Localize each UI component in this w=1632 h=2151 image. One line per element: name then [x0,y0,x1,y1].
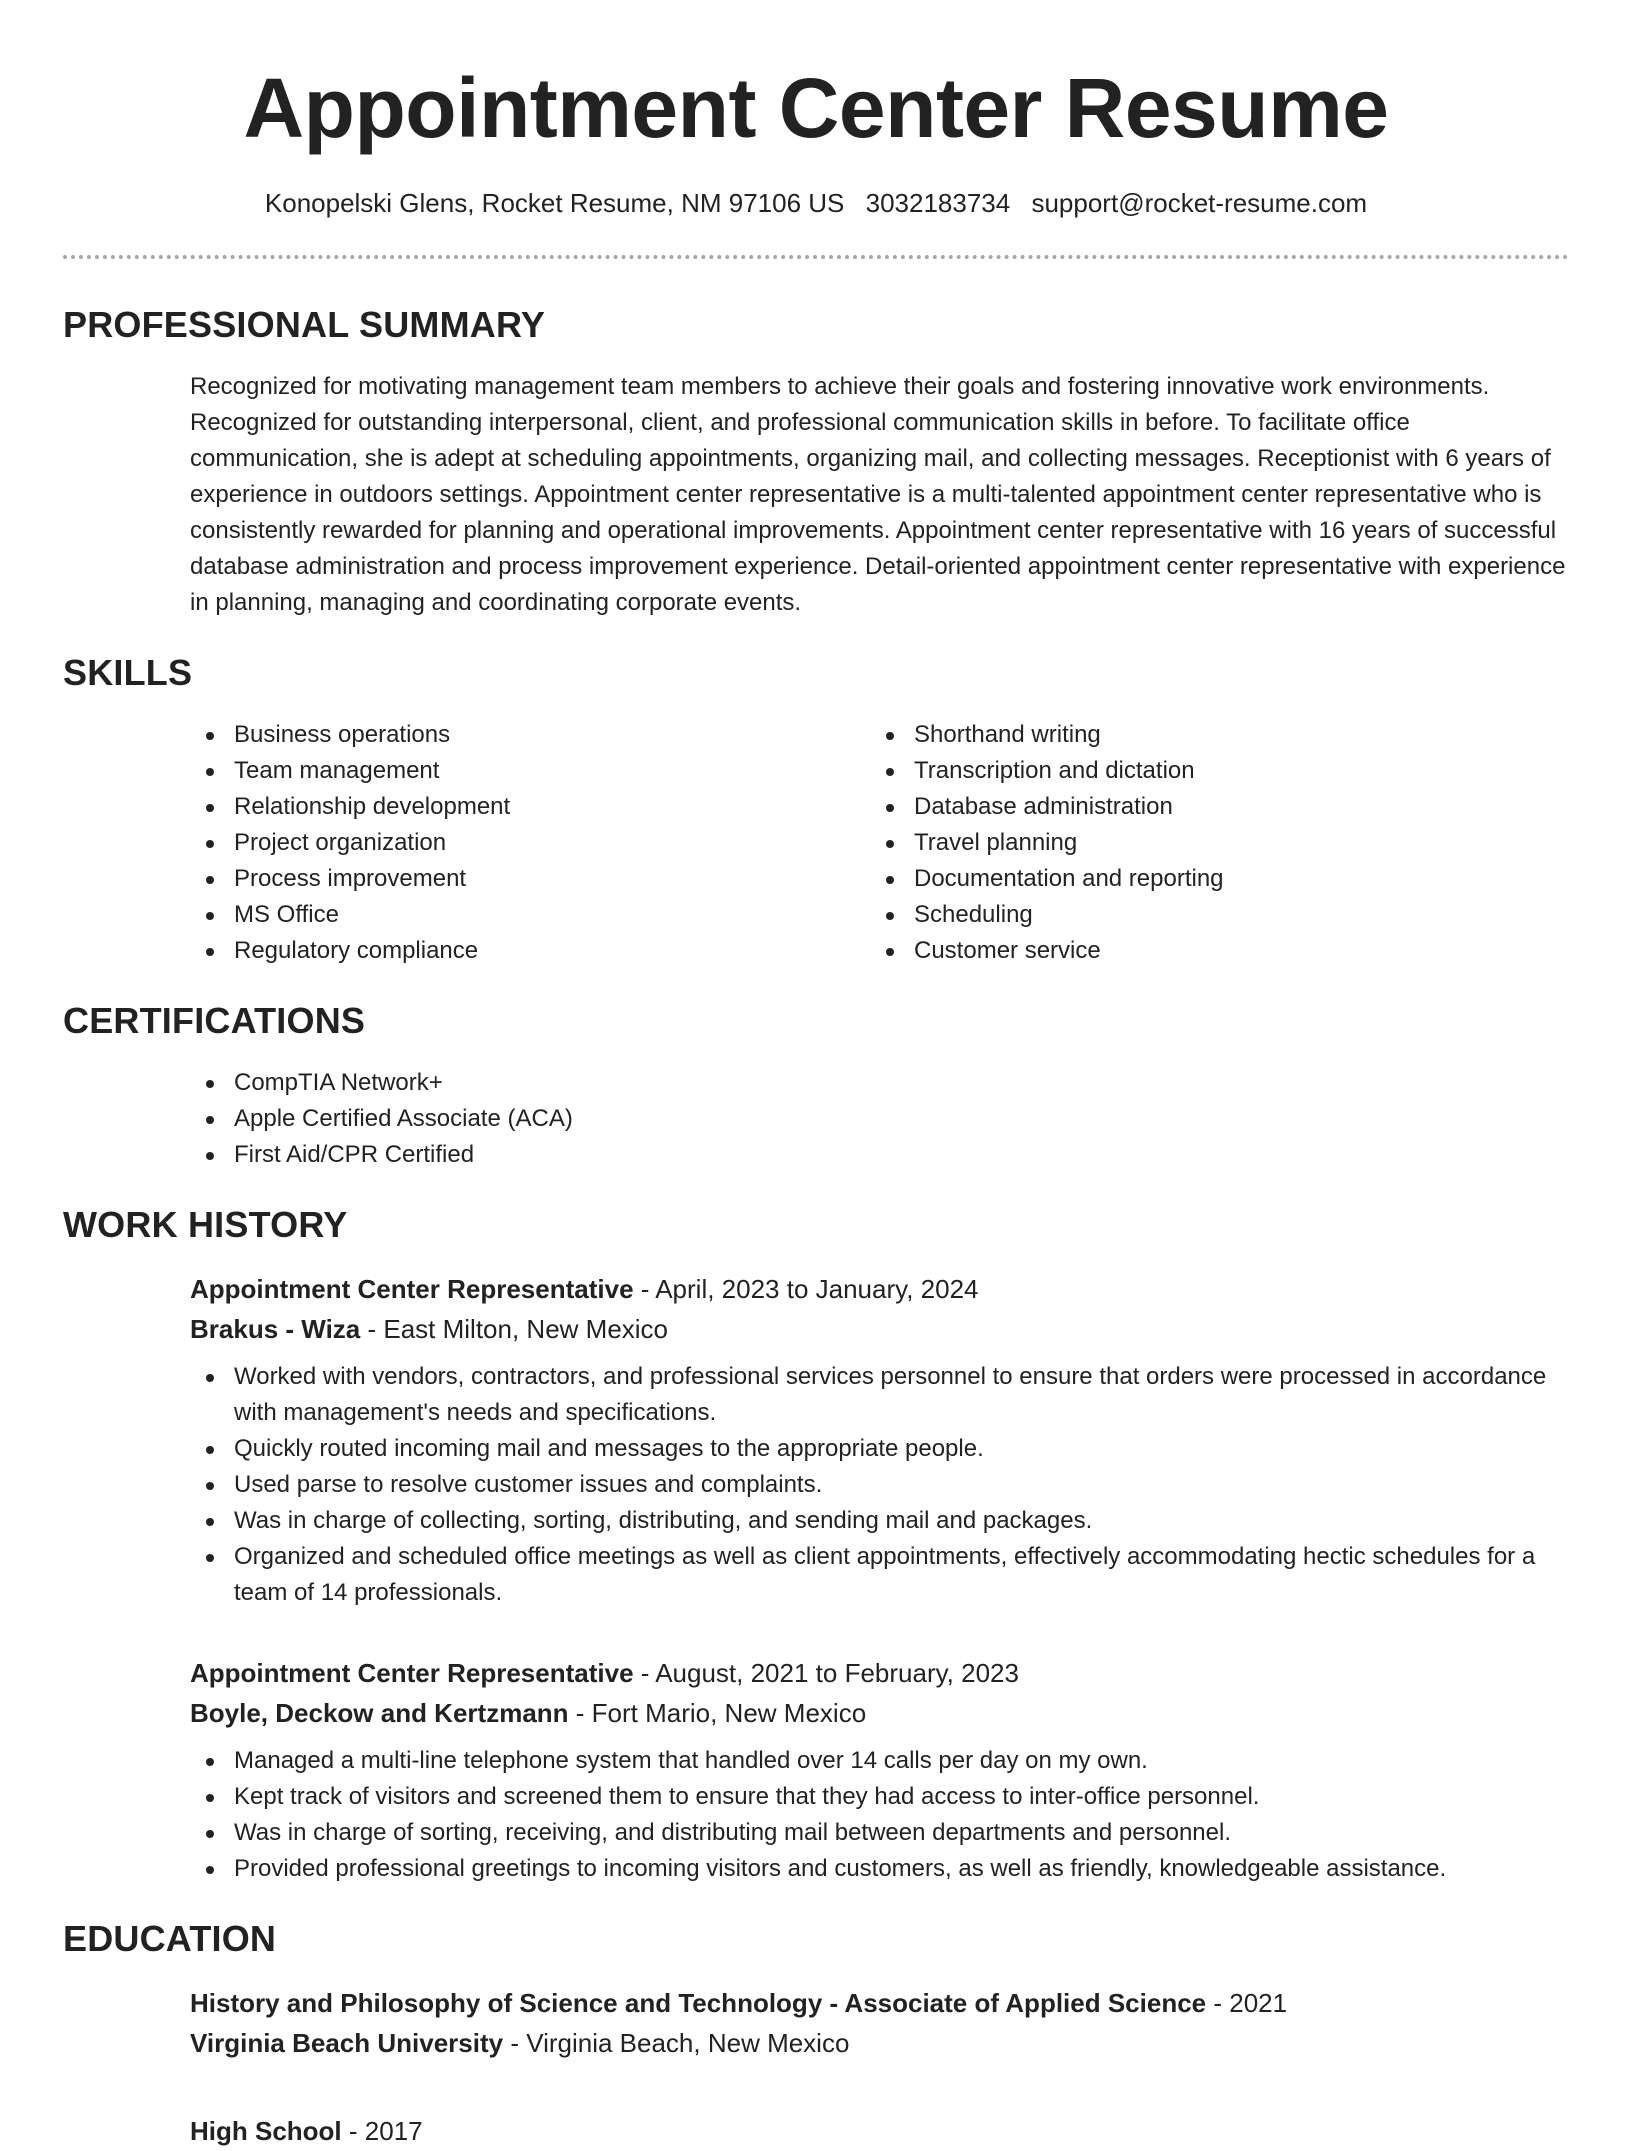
education-year: - 2021 [1206,1988,1288,2018]
certification-item: Apple Certified Associate (ACA) [190,1101,1569,1137]
skills-right-list [870,717,1550,969]
summary-text: Recognized for motivating management team members to achieve their goals and fostering innovative work environments. Recognized for outstanding interpersonal, client, and professional communication skills in before. To facilitate office communication, she is adept at scheduling appointments, organizing mail, and collecting messages. Receptionist with 6 years of experience in outdoors settings. Appointment center representative is a multi-talented appointment center representative who is consistently rewarded for planning and operational improvements. Appointment center representative with 16 years of successful database administration and process improvement experience. Detail-oriented appointment center representative with experience in planning, managing and coordinating corporate events. [190,373,1566,616]
education-section [63,1917,1569,2151]
job-duty-item: Worked with vendors, contractors, and professional services personnel to ensure that orders were processed in accordance with management's needs and specifications. [190,1359,1569,1431]
skill-item: Customer service [870,933,1550,969]
job-duties-list [190,1359,1569,1611]
certifications-heading: CERTIFICATIONS [63,1000,366,1041]
job-company: Boyle, Deckow and Kertzmann [190,1698,569,1728]
education-school-line [190,2023,1569,2063]
education-degree: High School [190,2116,342,2146]
education-entry [190,2111,1569,2151]
skill-item: Relationship development [190,789,870,825]
skill-item: Scheduling [870,897,1550,933]
certification-item: CompTIA Network+ [190,1065,1569,1101]
contact-email: support@rocket-resume.com [1031,188,1368,218]
contact-address: Konopelski Glens, Rocket Resume, NM 97106 US [264,188,845,218]
header-divider [63,255,1569,259]
skill-item: Travel planning [870,825,1550,861]
skill-item: Shorthand writing [870,717,1550,753]
education-school: Virginia Beach University [190,2028,504,2058]
education-heading: EDUCATION [63,1918,277,1959]
job-location: - East Milton, New Mexico [360,1314,669,1344]
education-degree: History and Philosophy of Science and Technology - Associate of Applied Science [190,1988,1207,2018]
job-title: Appointment Center Representative [190,1274,634,1304]
skill-item: Business operations [190,717,870,753]
skills-left-list [190,717,870,969]
job-duty-item: Was in charge of sorting, receiving, and distributing mail between departments and personnel. [190,1815,1569,1851]
skill-item: Process improvement [190,861,870,897]
skills-heading: SKILLS [63,652,193,693]
job-company-line [190,1693,1569,1733]
contact-line [0,186,1632,220]
work-history-body [190,1269,1569,1887]
skill-item: Project organization [190,825,870,861]
certifications-list [190,1065,1569,1173]
job-entry [190,1269,1569,1611]
summary-section [63,303,1569,621]
job-duty-item: Organized and scheduled office meetings as well as client appointments, effectively accommodating hectic schedules for a team of 14 professionals. [190,1539,1569,1611]
job-duty-item: Used parse to resolve customer issues and complaints. [190,1467,1569,1503]
work-history-section [63,1203,1569,1887]
skills-grid [190,717,1569,969]
work-history-heading: WORK HISTORY [63,1204,348,1245]
skill-item: Regulatory compliance [190,933,870,969]
job-location: - Fort Mario, New Mexico [568,1698,867,1728]
job-duty-item: Quickly routed incoming mail and messages to the appropriate people. [190,1431,1569,1467]
education-degree-line [190,1983,1569,2023]
job-duties-list [190,1743,1569,1887]
job-title-line [190,1269,1569,1309]
skill-item: Team management [190,753,870,789]
education-entry [190,1983,1569,2063]
resume-header [0,0,1632,220]
skill-item: Database administration [870,789,1550,825]
certifications-body [190,1065,1569,1173]
job-duty-item: Provided professional greetings to incoming visitors and customers, as well as friendly, knowledgeable assistance. [190,1851,1569,1887]
contact-phone: 3032183734 [865,188,1011,218]
skill-item: Transcription and dictation [870,753,1550,789]
job-company-line [190,1309,1569,1349]
skills-section [63,651,1569,969]
job-entry [190,1653,1569,1887]
job-duty-item: Managed a multi-line telephone system that handled over 14 calls per day on my own. [190,1743,1569,1779]
job-company: Brakus - Wiza [190,1314,361,1344]
skill-item: MS Office [190,897,870,933]
certifications-section [63,999,1569,1173]
certification-item: First Aid/CPR Certified [190,1137,1569,1173]
resume-title: Appointment Center Resume [243,61,1389,155]
job-title-line [190,1653,1569,1693]
job-duty-item: Kept track of visitors and screened them to ensure that they had access to inter-office personnel. [190,1779,1569,1815]
education-year: - 2017 [341,2116,423,2146]
summary-heading: PROFESSIONAL SUMMARY [63,304,546,345]
education-degree-line [190,2111,1569,2151]
job-dates: - April, 2023 to January, 2024 [633,1274,979,1304]
education-location: - Virginia Beach, New Mexico [503,2028,850,2058]
job-dates: - August, 2021 to February, 2023 [633,1658,1019,1688]
job-title: Appointment Center Representative [190,1658,634,1688]
job-duty-item: Was in charge of collecting, sorting, distributing, and sending mail and packages. [190,1503,1569,1539]
skill-item: Documentation and reporting [870,861,1550,897]
education-body [190,1983,1569,2151]
